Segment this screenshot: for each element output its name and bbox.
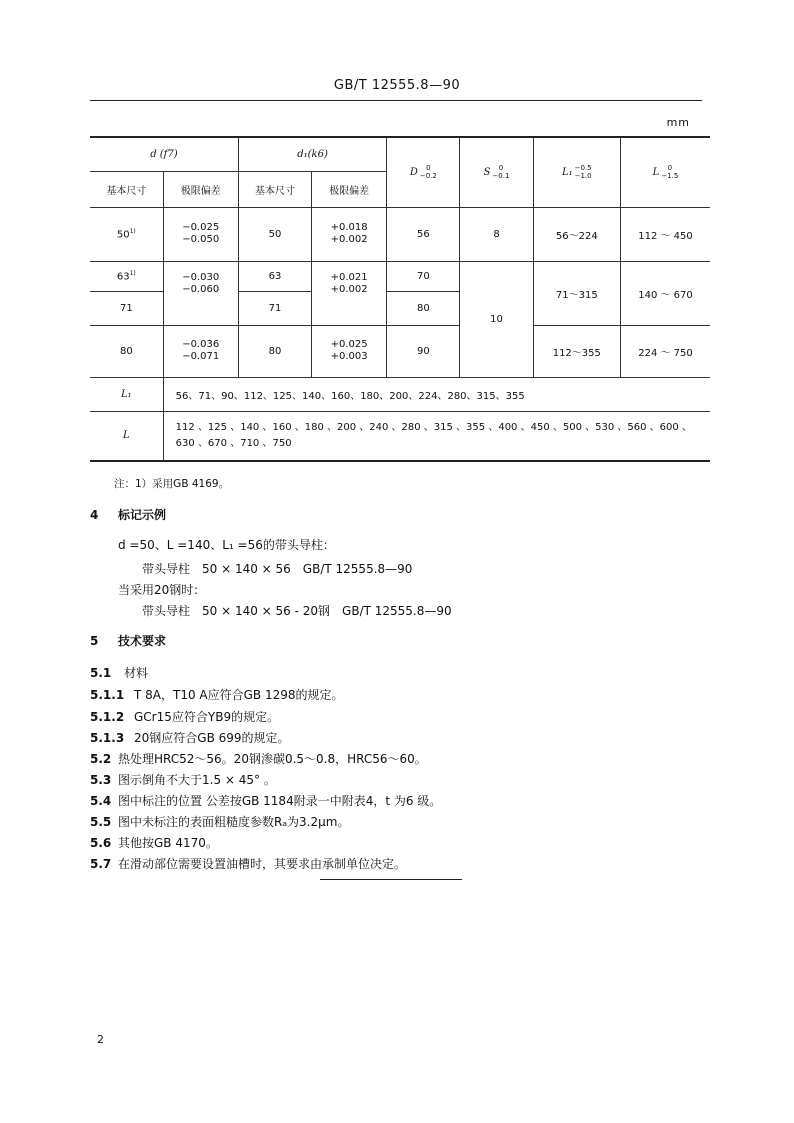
requirement-item: 5.7 在滑动部位需要设置油槽时，其要求由承制单位决定。 — [90, 857, 407, 871]
l-series-row — [90, 411, 710, 461]
section-4-heading: 4 标记示例 — [90, 508, 167, 522]
header-d-basic: 基本尺寸 — [90, 171, 163, 207]
table-row — [90, 325, 710, 377]
cell-d1: 50 — [238, 207, 311, 261]
cell-D: 90 — [387, 325, 460, 377]
marking-example-1: 带头导柱 50 × 140 × 56 GB/T 12555.8—90 — [142, 562, 413, 576]
cell-d1: 71 — [238, 291, 311, 325]
cell-d: 63$^{1)}$ — [90, 261, 163, 291]
dimension-table — [90, 136, 710, 462]
header-d1-basic: 基本尺寸 — [238, 171, 311, 207]
cell-d1-dev: +0.025 +0.003 — [312, 325, 387, 377]
cell-d: 50$^{1)}$ — [90, 207, 163, 261]
cell-L: 140 ～ 670 — [621, 261, 711, 325]
cell-D: 56 — [387, 207, 460, 261]
table-footnote: 注：1）采用GB 4169。 — [114, 478, 230, 490]
requirement-item: 5.1.3 20钢应符合GB 699的规定。 — [90, 731, 290, 745]
marking-example-condition: d =50、L =140、L₁ =56的带头导柱： — [118, 538, 335, 552]
requirement-item: 5.2 热处理HRC52～56。20钢渗碳0.5～0.8，HRC56～60。 — [90, 752, 427, 766]
cell-S: 10 — [460, 261, 533, 377]
requirement-item: 5.1.1 T 8A，T10 A应符合GB 1298的规定。 — [90, 688, 344, 702]
header-d1: d₁(k6) — [238, 137, 386, 171]
l1-values: 56、71、90、112、125、140、160、180、200、224、280、315、355 — [163, 377, 710, 411]
page-number: 2 — [97, 1033, 104, 1046]
cell-L: 224 ～ 750 — [621, 325, 711, 377]
header-D: D 0 −0.2 — [387, 137, 460, 207]
standard-header: GB/T 12555.8—90 — [333, 78, 461, 93]
cell-d: 71 — [90, 291, 163, 325]
requirement-item: 5.5 图中未标注的表面粗糙度参数Rₐ为3.2μm。 — [90, 815, 350, 829]
requirement-item: 5.1 材料 — [90, 666, 149, 680]
table-row — [90, 261, 710, 291]
requirement-item: 5.1.2 GCr15应符合YB9的规定。 — [90, 710, 280, 724]
header-d: d (f7) — [90, 137, 238, 171]
section-5-heading: 5 技术要求 — [90, 634, 167, 648]
header-L1: L₁ −0.5 −1.0 — [533, 137, 620, 207]
cell-d-dev: −0.036 −0.071 — [163, 325, 238, 377]
header-rule — [90, 100, 702, 101]
cell-d1-dev: +0.021 +0.002 — [312, 261, 387, 325]
l1-series-row — [90, 377, 710, 411]
header-S: S 0 −0.1 — [460, 137, 533, 207]
cell-L: 112 ～ 450 — [621, 207, 711, 261]
cell-d1-dev: +0.018 +0.002 — [312, 207, 387, 261]
requirement-item: 5.6 其他按GB 4170。 — [90, 836, 218, 850]
header-L: L 0 −1.5 — [621, 137, 711, 207]
cell-d-dev: −0.030 −0.060 — [163, 261, 238, 325]
requirement-item: 5.4 图中标注的位置 公差按GB 1184附录一中附表4，t 为6 级。 — [90, 794, 442, 808]
marking-example-steel-condition: 当采用20钢时： — [118, 583, 206, 597]
header-d-dev: 极限偏差 — [163, 171, 238, 207]
marking-example-2: 带头导柱 50 × 140 × 56 - 20钢 GB/T 12555.8—90 — [142, 604, 452, 618]
table-row — [90, 207, 710, 261]
cell-D: 80 — [387, 291, 460, 325]
cell-L1: 112～355 — [533, 325, 620, 377]
cell-S: 8 — [460, 207, 533, 261]
l-label: L — [90, 411, 163, 461]
cell-d: 80 — [90, 325, 163, 377]
requirement-item: 5.3 图示倒角不大于1.5 × 45° 。 — [90, 773, 276, 787]
unit-label: mm — [666, 116, 690, 129]
cell-d1: 63 — [238, 261, 311, 291]
l1-label: L₁ — [90, 377, 163, 411]
cell-d-dev: −0.025 −0.050 — [163, 207, 238, 261]
cell-D: 70 — [387, 261, 460, 291]
cell-L1: 56～224 — [533, 207, 620, 261]
end-rule — [320, 879, 462, 880]
cell-d1: 80 — [238, 325, 311, 377]
cell-L1: 71～315 — [533, 261, 620, 325]
header-d1-dev: 极限偏差 — [312, 171, 387, 207]
l-values: 112 、125 、140 、160 、180 、200 、240 、280 、315 、355 、400 、450 、500 、530 、560 、600 、 630 、670 、710 、750 — [163, 411, 710, 461]
